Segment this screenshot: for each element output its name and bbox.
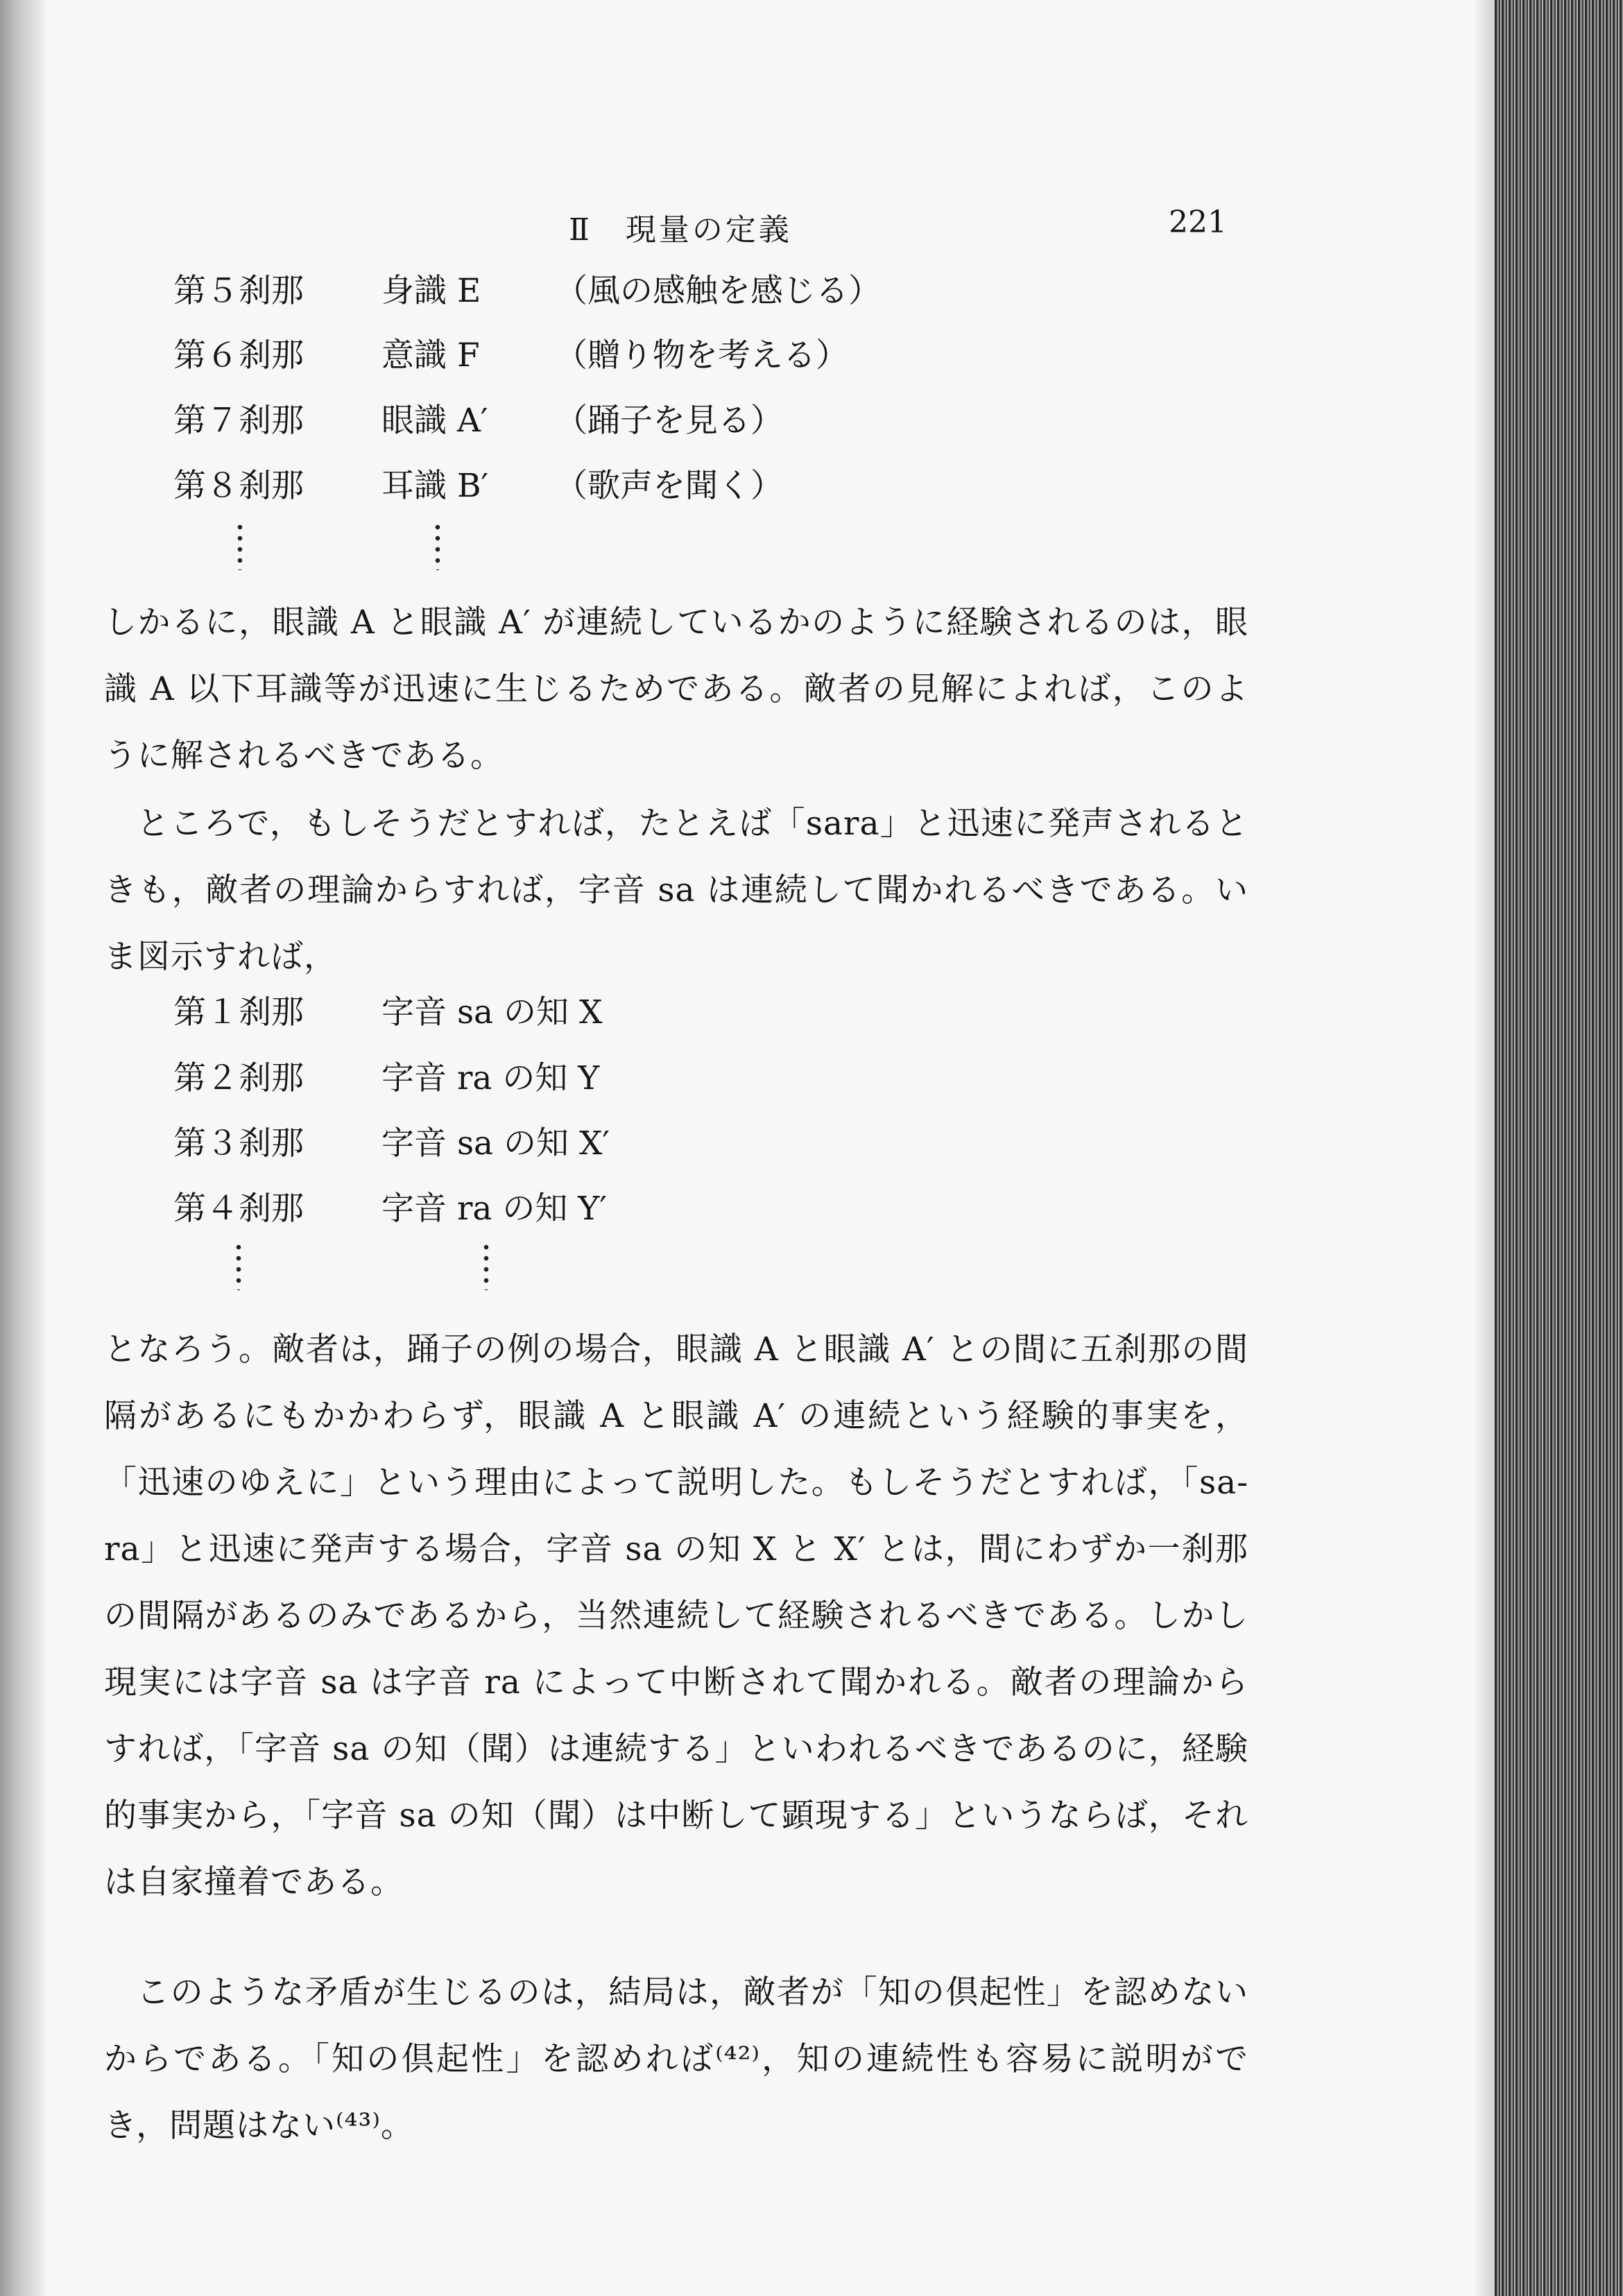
paragraph-2: ところで，もしそうだとすれば，たとえば「sara」と迅速に発声されるときも，敵者の理論からすれば，字音 sa は連続して聞かれるべきである。いま図示すれば，	[104, 805, 1248, 976]
consciousness-label: 身識 E	[381, 272, 481, 310]
cognition-label: 字音 sa の知 X	[381, 993, 603, 1031]
note-label: （風の感触を感じる）	[555, 272, 881, 310]
moment-label: 第８刹那	[173, 467, 304, 505]
cognition-label: 字音 sa の知 X′	[381, 1124, 610, 1163]
note-label: （贈り物を考える）	[555, 336, 848, 375]
moment-label: 第５刹那	[173, 272, 304, 310]
page-number: 221	[1169, 205, 1227, 240]
continuation-dots	[234, 1242, 243, 1290]
moment-label: 第１刹那	[173, 993, 304, 1031]
paragraph-4: このような矛盾が生じるのは，結局は，敵者が「知の倶起性」を認めないからである。「知の倶起性」を認めれば⁽⁴²⁾，知の連続性も容易に説明ができ，問題はない⁽⁴³⁾。	[104, 1973, 1248, 2145]
cognition-label: 字音 ra の知 Y	[381, 1059, 600, 1097]
moment-label: 第３刹那	[173, 1124, 304, 1163]
paragraph-1: しかるに，眼識 A と眼識 A′ が連続しているかのように経験されるのは，眼識 A 以下耳識等が迅速に生じるためである。敵者の見解によれば，このように解されるべきである。	[104, 603, 1248, 775]
running-head: Ⅱ 現量の定義	[569, 212, 792, 248]
moment-label: 第２刹那	[173, 1059, 304, 1097]
paragraph-3: となろう。敵者は，踊子の例の場合，眼識 A と眼識 A′ との間に五刹那の間隔があるにもかかわらず，眼識 A と眼識 A′ の連続という経験的事実を，「迅速のゆえに」という理由によって説明した。もしそうだとすれば，「sa-ra」と迅速に発声する場合，字音 sa の知 X と X′ とは，間にわずか一刹那の間隔があるのみであるから，当然連続して経験されるべきである。しかし現実には字音 sa は字音 ra によって中断されて聞かれる。敵者の理論からすれば，「字音 sa の知（聞）は連続する」といわれるべきであるのに，経験的事実から，「字音 sa の知（聞）は中断して顕現する」というならば，それは自家撞着である。	[104, 1330, 1248, 1901]
cognition-label: 字音 ra の知 Y′	[381, 1190, 608, 1228]
continuation-dots	[236, 522, 244, 570]
note-label: （歌声を聞く）	[555, 467, 783, 505]
book-binding-edge	[1495, 0, 1623, 2296]
consciousness-label: 意識 F	[381, 336, 480, 375]
continuation-dots	[433, 522, 442, 570]
moment-label: 第４刹那	[173, 1190, 304, 1228]
consciousness-label: 眼識 A′	[381, 402, 488, 440]
note-label: （踊子を見る）	[555, 402, 783, 440]
continuation-dots	[482, 1242, 490, 1290]
binding-fade	[1474, 0, 1495, 2296]
page-left-shadow	[0, 0, 49, 2296]
consciousness-label: 耳識 B′	[381, 467, 489, 505]
moment-label: 第６刹那	[173, 336, 304, 375]
moment-label: 第７刹那	[173, 402, 304, 440]
